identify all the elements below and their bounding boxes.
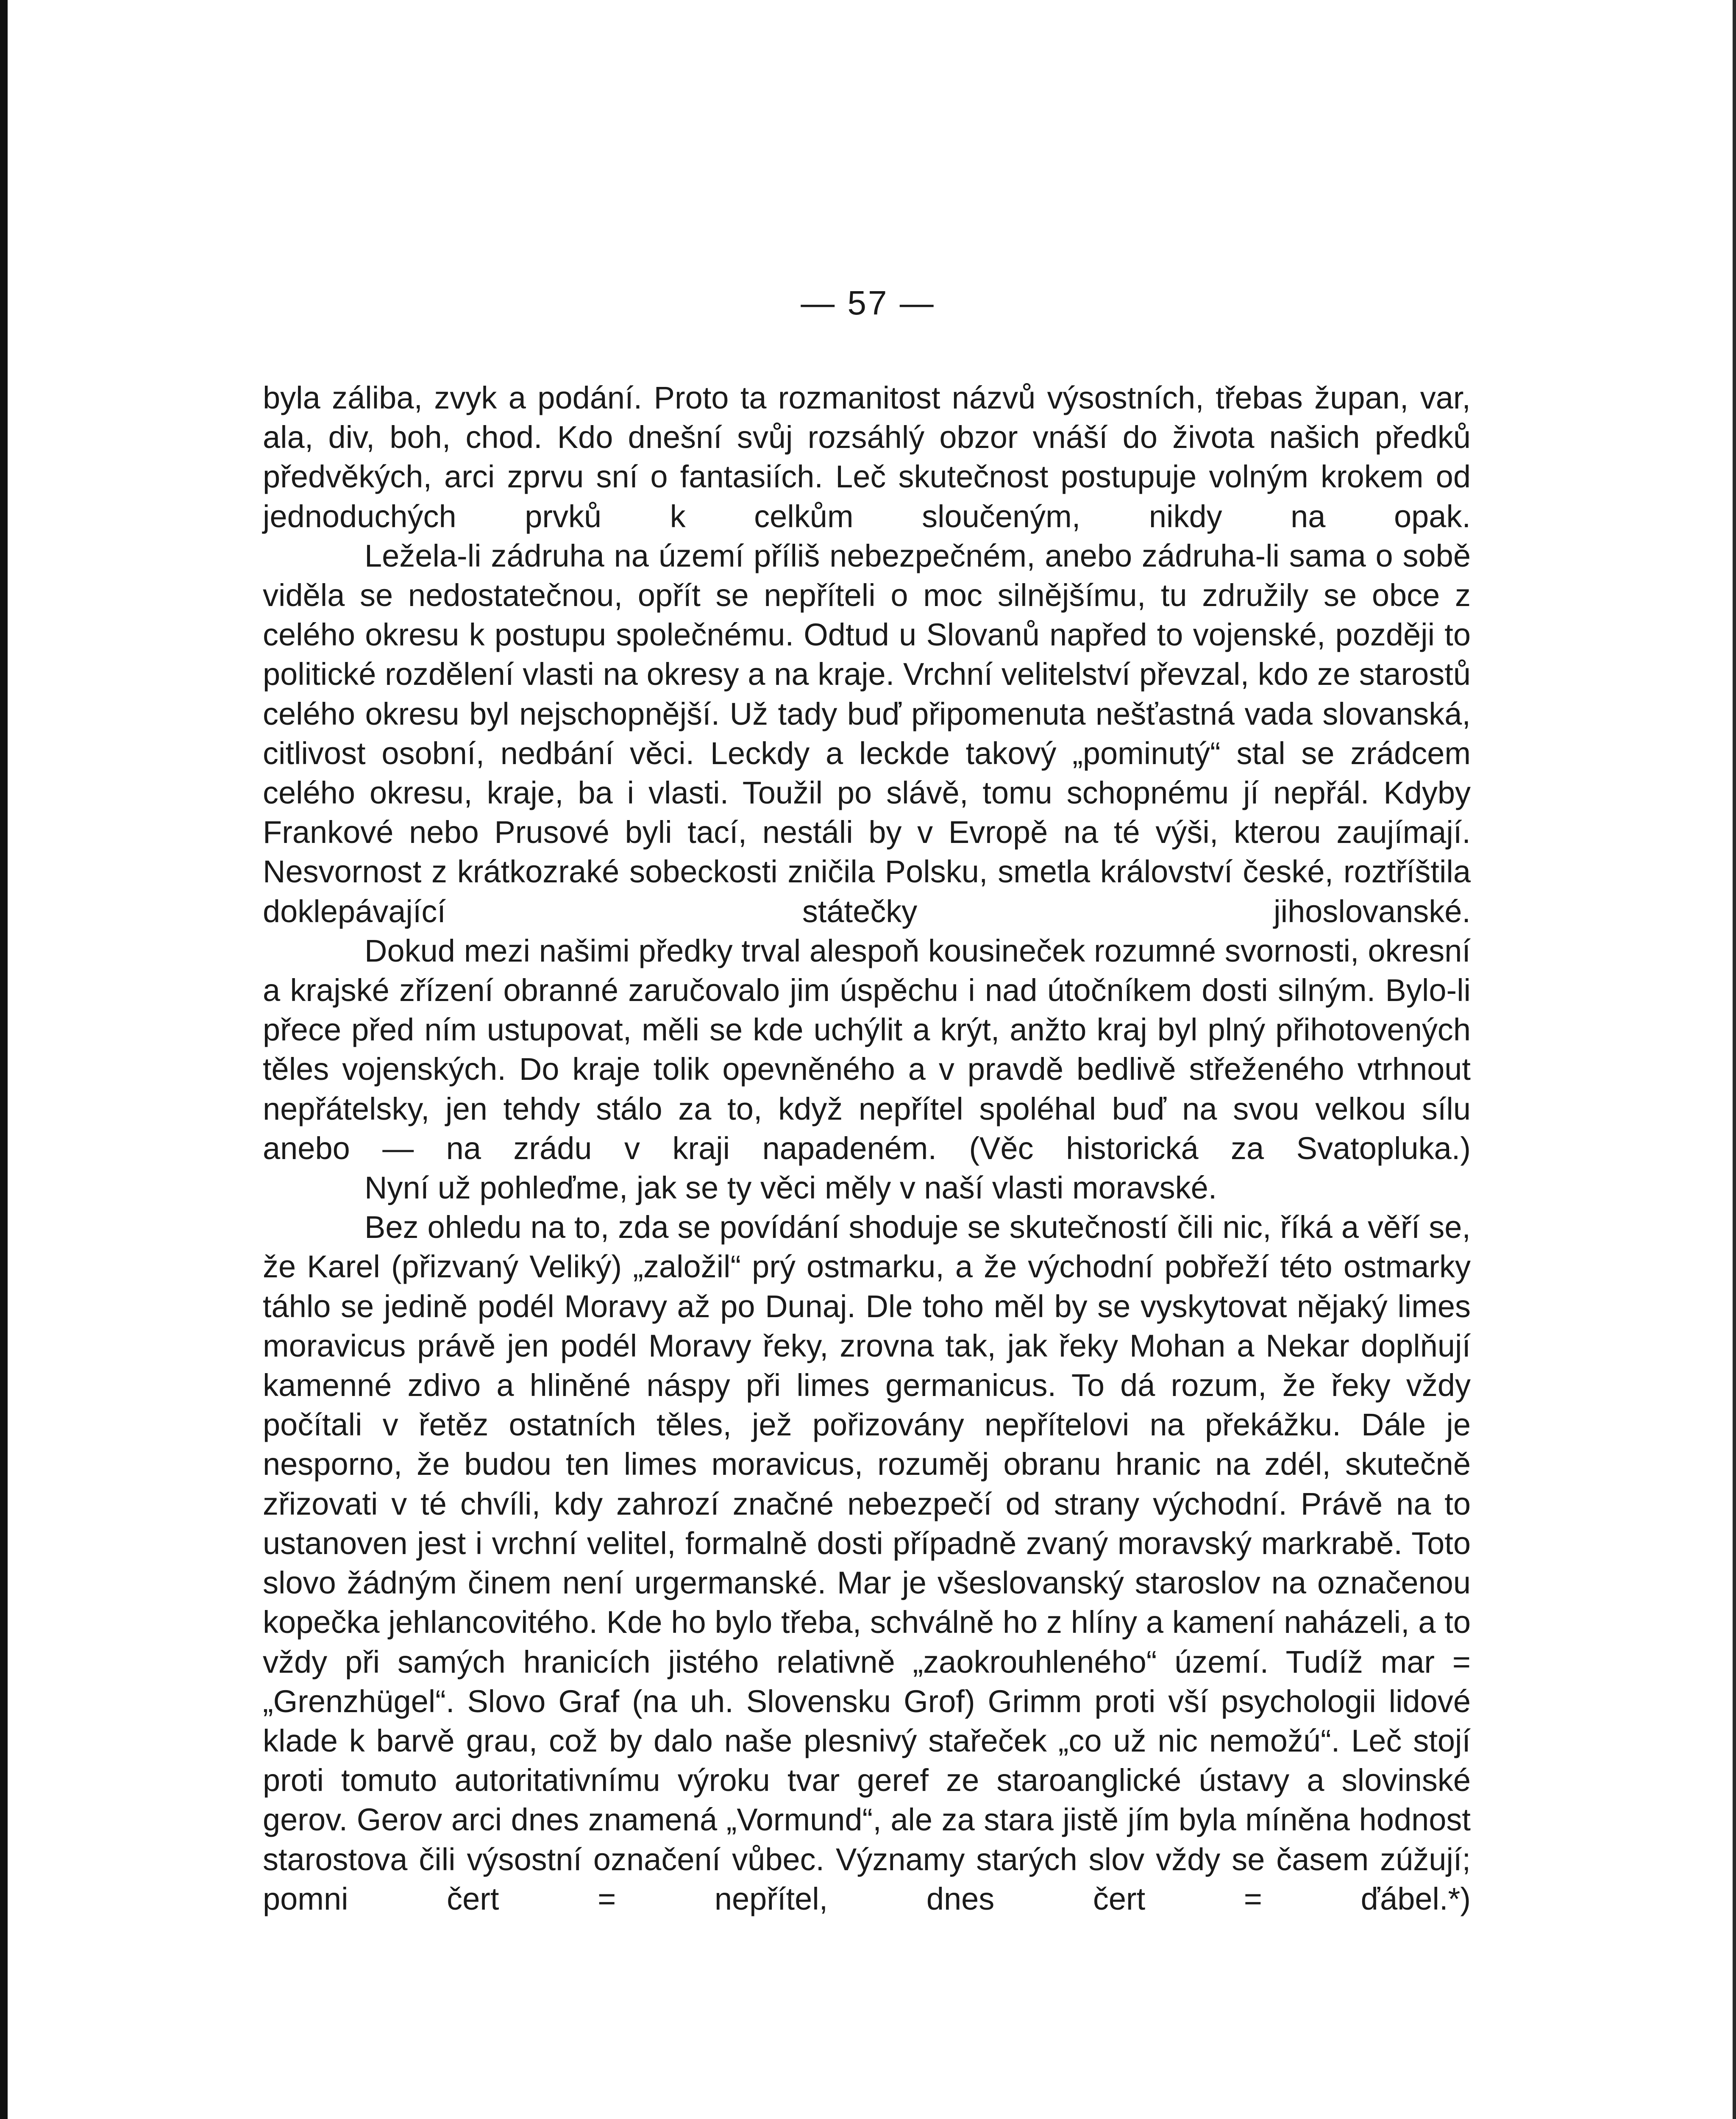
paragraph-1: byla záliba, zvyk a podání. Proto ta rozmanitost názvů výsostních, třebas župan, var, ala, div, boh, chod. Kdo dnešní svůj rozsáhlý obzor vnáší do života našich předků předvěkých, arci zprvu sní o fantasiích. Leč skutečnost postupuje volným krokem od jednoduchých prvků k celkům sloučeným, nikdy na opak. — [263, 380, 1471, 534]
paragraph-5: Bez ohledu na to, zda se povídání shoduje se skutečností čili nic, říká a věří se, že Karel (přizvaný Veliký) „založil“ prý ostmarku, a že východní pobřeží této ostmarky táhlo se jedině podél Moravy až po Dunaj. Dle toho měl by se vyskytovat nějaký limes moravicus právě jen podél Moravy řeky, zrovna tak, jak řeky Mohan a Nekar doplňují kamenné zdivo a hliněné náspy při limes germanicus. To dá rozum, že řeky vždy počítali v řetěz ostatních těles, jež pořizovány nepřítelovi na překážku. Dále je nesporno, že budou ten limes moravicus, rozuměj obranu hranic na zdél, skutečně zřizovati v té chvíli, kdy zahrozí značné nebezpečí od strany východní. Právě na to ustanoven jest i vrchní velitel, formalně dosti případně zvaný moravský markrabě. Toto slovo žádným činem není urgermanské. Mar je všeslovanský staroslov na označenou kopečka jehlancovitého. Kde ho bylo třeba, schválně ho z hlíny a kamení naházeli, a to vždy při samých hranicích jistého relativně „zaokrouhleného“ území. Tudíž mar = „Grenzhügel“. Slovo Graf (na uh. Slovensku Grof) Grimm proti vší psychologii lidové klade k barvě grau, což by dalo naše plesnivý stařeček „co už nic nemožú“. Leč stojí proti tomuto autoritativnímu výroku tvar geref ze staroanglické ústavy a slovinské gerov. Gerov arci dnes znamená „Vormund“, ale za stara jistě jím byla míněna hodnost starostova čili výsostní označení vůbec. Významy starých slov vždy se časem zúžují; pomni čert = nepřítel, dnes čert = ďábel.*) — [263, 1210, 1471, 1916]
paragraph-4: Nyní už pohleďme, jak se ty věci měly v naší vlasti moravské. — [364, 1170, 1217, 1206]
paragraph-2: Ležela-li zádruha na území příliš nebezpečném, anebo zádruha-li sama o sobě viděla se nedostatečnou, opřít se nepříteli o moc silnějšímu, tu združily se obce z celého okresu k postupu společnému. Odtud u Slovanů napřed to vojenské, později to politické rozdělení vlasti na okresy a na kraje. Vrchní velitelství převzal, kdo ze starostů celého okresu byl nejschopnější. Už tady buď připomenuta nešťastná vada slovanská, citlivost osobní, nedbání věci. Leckdy a leckde takový „pominutý“ stal se zrádcem celého okresu, kraje, ba i vlasti. Toužil po slávě, tomu schopnému jí nepřál. Kdyby Frankové nebo Prusové byli tací, nestáli by v Evropě na té výši, kterou zaujímají. Nesvornost z krátkozraké sobeckosti zničila Polsku, smetla království české, roztříštila doklepávající státečky jihoslovanské. — [263, 538, 1471, 929]
page-number: — 57 — — [801, 284, 935, 322]
paragraph-3: Dokud mezi našimi předky trval alespoň kousineček rozumné svornosti, okresní a krajské zřízení obranné zaručovalo jim úspěchu i nad útočníkem dosti silným. Bylo-li přece před ním ustupovat, měli se kde uchýlit a krýt, anžto kraj byl plný přihotovených těles vojenských. Do kraje tolik opevněného a v pravdě bedlivě střeženého vtrhnout nepřátelsky, jen tehdy stálo za to, když nepřítel spoléhal buď na svou velkou sílu anebo — na zrádu v kraji napadeném. (Věc historická za Svatopluka.) — [263, 933, 1471, 1166]
body-text — [263, 378, 1471, 1919]
